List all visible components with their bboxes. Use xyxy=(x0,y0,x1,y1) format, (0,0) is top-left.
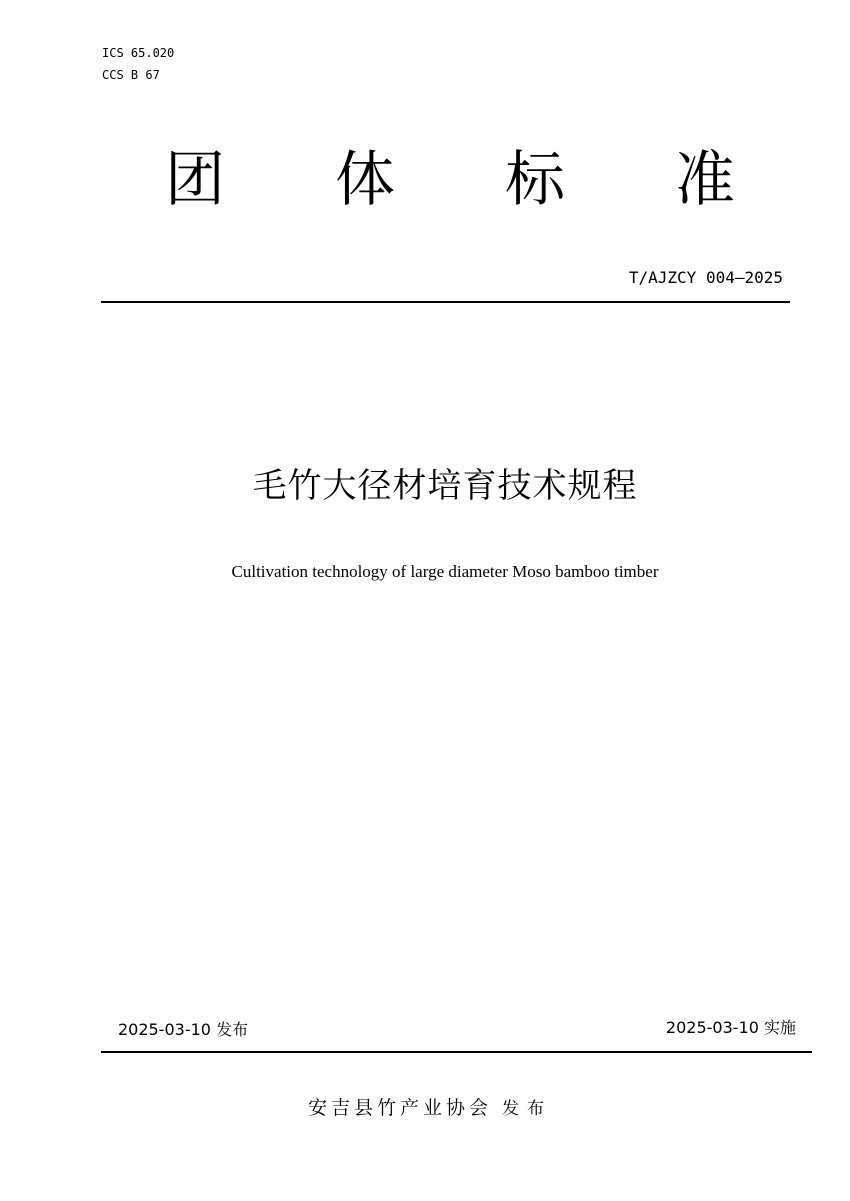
doc-type-char-3: 标 xyxy=(505,145,565,215)
ccs-code: CCS B 67 xyxy=(102,68,160,82)
standard-number: T/AJZCY 004—2025 xyxy=(628,268,783,287)
doc-type-char-1: 团 xyxy=(165,145,225,215)
doc-type-char-2: 体 xyxy=(335,145,395,215)
chinese-title: 毛竹大径材培育技术规程 xyxy=(252,466,638,506)
ics-code: ICS 65.020 xyxy=(102,46,175,60)
publisher-action: 发布 xyxy=(502,1099,552,1119)
bottom-divider xyxy=(101,1051,812,1053)
publisher-line xyxy=(0,1093,850,1124)
publisher-name: 安吉县竹产业协会 xyxy=(307,1097,492,1119)
doc-type-char-4: 准 xyxy=(675,145,735,215)
classification-codes xyxy=(102,42,174,86)
issue-date: 2025-03-10 发布 xyxy=(118,1020,249,1039)
implementation-date: 2025-03-10 实施 xyxy=(665,1018,796,1037)
top-divider xyxy=(101,301,790,303)
english-title: Cultivation technology of large diameter Moso bamboo timber xyxy=(231,562,659,581)
document-type-heading xyxy=(140,140,760,220)
